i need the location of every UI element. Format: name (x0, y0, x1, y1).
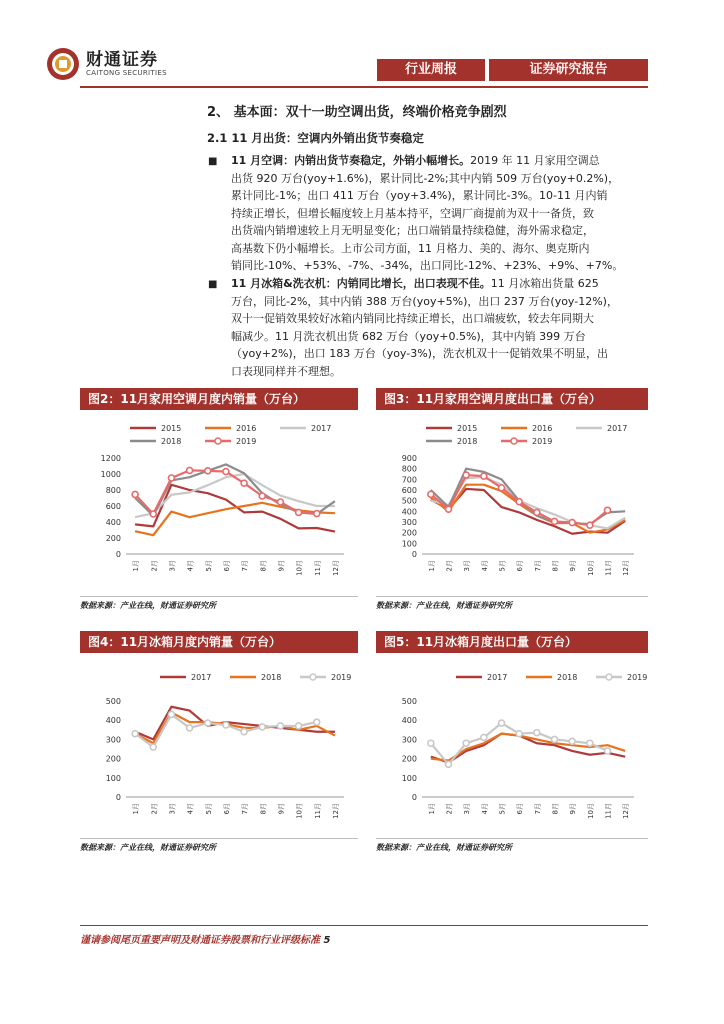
paragraph-fridge-washer (231, 275, 648, 380)
y-tick-label: 300 (401, 735, 417, 745)
y-tick-label: 600 (105, 502, 121, 511)
data-point-2019 (499, 485, 505, 491)
section-title: 2、 基本面：双十一助空调出货，终端价格竞争剧烈 (207, 105, 507, 120)
data-point-2019 (132, 491, 138, 497)
figure-5-title: 图5：11月冰箱月度出口量（万台） (376, 631, 648, 653)
x-tick-label: 7月 (533, 560, 542, 572)
y-tick-label: 400 (401, 716, 417, 726)
x-tick-label: 1月 (427, 803, 436, 815)
legend-marker-2019 (215, 438, 221, 444)
legend-label-2015: 2015 (457, 424, 478, 433)
x-tick-label: 12月 (331, 803, 340, 819)
x-tick-label: 3月 (168, 803, 177, 815)
x-tick-label: 1月 (427, 560, 436, 572)
y-tick-label: 800 (105, 486, 121, 495)
x-tick-label: 3月 (463, 560, 472, 572)
page-number: 5 (323, 935, 331, 946)
y-tick-label: 400 (105, 518, 121, 527)
y-tick-label: 1000 (100, 470, 121, 479)
data-point-2019 (150, 511, 156, 517)
data-point-2019 (516, 499, 522, 505)
x-tick-label: 12月 (331, 560, 340, 576)
y-tick-label: 1200 (100, 454, 121, 463)
x-tick-label: 11月 (604, 560, 613, 576)
y-tick-label: 100 (105, 773, 121, 783)
data-point-2019 (481, 473, 487, 479)
paragraph-line: 累计同比-1%；出口 411 万台（yoy+3.4%)，累计同比-3%。10-11 月内销 (231, 189, 608, 202)
bullet-icon: ■ (208, 279, 218, 290)
figure-3-source: 数据来源：产业在线，财通证券研究所 (376, 601, 512, 610)
paragraph-line: 幅减少。11 月洗衣机出货 682 万台（yoy+0.5%)，其中内销 399 万台 (231, 329, 586, 343)
data-point-2019 (534, 730, 540, 736)
paragraph-line: 万台，同比-2%，其中内销 388 万台(yoy+5%)，出口 237 万台(yoy-12%)， (231, 294, 618, 308)
y-tick-label: 100 (401, 773, 417, 783)
data-point-2019 (534, 509, 540, 515)
logo-chinese-name: 财通证券 (86, 50, 158, 70)
paragraph-line: 销同比-10%、+53%、-7%、-34%，出口同比-12%、+23%、+9%、+7%。 (231, 259, 624, 272)
x-tick-label: 2月 (445, 560, 454, 572)
data-point-2019 (150, 744, 156, 750)
y-tick-label: 100 (401, 539, 417, 549)
x-tick-label: 1月 (132, 560, 141, 572)
x-tick-label: 9月 (277, 803, 286, 815)
x-tick-label: 7月 (533, 803, 542, 815)
legend-marker-2019 (310, 674, 316, 680)
legend-label-2016: 2016 (532, 424, 553, 433)
x-tick-label: 4月 (480, 560, 489, 572)
data-point-2019 (569, 520, 575, 526)
y-tick-label: 600 (401, 486, 417, 495)
subsection-title: 2.1 11 月出货：空调内外销出货节奏稳定 (207, 131, 424, 145)
legend-label-2018: 2018 (261, 673, 282, 682)
y-tick-label: 900 (401, 454, 417, 463)
source-divider (376, 596, 648, 597)
bullet-icon: ■ (208, 156, 218, 167)
chart-fridge-domestic (80, 655, 358, 835)
legend-label-2016: 2016 (236, 424, 257, 433)
data-point-2019 (552, 518, 558, 524)
data-point-2019 (168, 475, 174, 481)
paragraph-line: 出货 920 万台(yoy+1.6%)，累计同比-2%;其中内销 509 万台(yoy+0.2%)， (231, 171, 620, 185)
header-divider (80, 86, 648, 88)
x-tick-label: 3月 (168, 560, 177, 572)
data-point-2019 (499, 720, 505, 726)
y-tick-label: 500 (401, 496, 417, 506)
y-tick-label: 800 (401, 464, 417, 474)
x-tick-label: 8月 (259, 560, 268, 572)
caitong-logo-icon (46, 47, 80, 81)
legend-marker-2019 (511, 438, 517, 444)
y-tick-label: 0 (115, 793, 121, 802)
x-tick-label: 9月 (569, 560, 578, 572)
data-point-2019 (187, 725, 193, 731)
data-point-2019 (223, 722, 229, 728)
legend-label-2019: 2019 (627, 673, 648, 682)
data-point-2019 (259, 493, 265, 499)
data-point-2019 (569, 738, 575, 744)
y-tick-label: 0 (411, 793, 417, 802)
data-point-2019 (314, 511, 320, 517)
x-tick-label: 11月 (604, 803, 613, 819)
y-tick-label: 200 (401, 528, 417, 538)
x-tick-label: 1月 (132, 803, 141, 815)
footer-disclaimer (80, 931, 330, 946)
data-point-2019 (552, 736, 558, 742)
data-point-2019 (446, 506, 452, 512)
x-tick-label: 4月 (186, 560, 195, 572)
x-tick-label: 6月 (222, 803, 231, 815)
y-tick-label: 400 (401, 507, 417, 517)
data-point-2019 (314, 719, 320, 725)
x-tick-label: 10月 (295, 803, 304, 819)
paragraph-line: 出货端内销增速较上月无明显变化；出口端销量持续稳健，海外需求稳定， (231, 224, 594, 237)
x-tick-label: 10月 (586, 560, 595, 576)
paragraph-line: 双十一促销效果较好冰箱内销同比持续正增长，出口端疲软，较去年同期大 (231, 312, 594, 325)
data-point-2019 (605, 748, 611, 754)
x-tick-label: 2月 (150, 803, 159, 815)
legend-label-2015: 2015 (161, 424, 182, 433)
paragraph-line: 持续正增长，但增长幅度较上月基本持平，空调厂商提前为双十一备货，致 (231, 206, 594, 220)
series-line-2019 (431, 723, 608, 764)
footer-text: 谨请参阅尾页重要声明及财通证券股票和行业评级标准 (80, 935, 320, 946)
data-point-2019 (296, 723, 302, 729)
x-tick-label: 7月 (241, 560, 250, 572)
x-tick-label: 2月 (150, 560, 159, 572)
x-tick-label: 2月 (445, 803, 454, 815)
y-tick-label: 200 (401, 754, 417, 764)
y-tick-label: 0 (411, 550, 417, 559)
legend-marker-2019 (606, 674, 612, 680)
data-point-2019 (516, 731, 522, 737)
legend-label-2018: 2018 (161, 437, 182, 446)
y-tick-label: 700 (401, 475, 417, 485)
data-point-2019 (463, 472, 469, 478)
legend-label-2017: 2017 (487, 673, 508, 682)
x-tick-label: 5月 (204, 803, 213, 815)
x-tick-label: 12月 (622, 803, 631, 819)
data-point-2019 (259, 724, 265, 730)
data-point-2019 (481, 734, 487, 740)
data-point-2019 (205, 468, 211, 474)
x-tick-label: 3月 (463, 803, 472, 815)
data-point-2019 (463, 740, 469, 746)
x-tick-label: 11月 (313, 560, 322, 576)
x-tick-label: 5月 (498, 803, 507, 815)
x-tick-label: 5月 (204, 560, 213, 572)
x-tick-label: 9月 (277, 560, 286, 572)
legend-label-2018: 2018 (457, 437, 478, 446)
x-tick-label: 4月 (186, 803, 195, 815)
paragraph-line: 口表现同样并不理想。 (231, 364, 341, 378)
figure-5-source: 数据来源：产业在线，财通证券研究所 (376, 843, 512, 852)
y-tick-label: 400 (105, 716, 121, 726)
y-tick-label: 500 (401, 697, 417, 706)
paragraph-lead: 11 月冰箱&洗衣机：内销同比增长，出口表现不佳。 (231, 277, 491, 290)
x-tick-label: 7月 (241, 803, 250, 815)
paragraph-line: 11 月冰箱出货量 625 (490, 277, 599, 290)
x-tick-label: 8月 (551, 560, 560, 572)
x-tick-label: 5月 (498, 560, 507, 572)
x-tick-label: 11月 (313, 803, 322, 819)
legend-label-2019: 2019 (532, 437, 553, 446)
figure-3-title: 图3：11月家用空调月度出口量（万台） (376, 388, 648, 410)
legend-label-2019: 2019 (236, 437, 257, 446)
data-point-2019 (446, 761, 452, 767)
y-tick-label: 300 (105, 735, 121, 745)
y-tick-label: 200 (105, 754, 121, 764)
legend-label-2017: 2017 (311, 424, 332, 433)
footer-divider (80, 925, 648, 926)
source-divider (80, 838, 358, 839)
x-tick-label: 6月 (516, 803, 525, 815)
data-point-2019 (187, 467, 193, 473)
paragraph-line: 2019 年 11 月家用空调总 (470, 154, 600, 167)
legend-label-2017: 2017 (607, 424, 628, 433)
data-point-2019 (277, 723, 283, 729)
chart-fridge-export (376, 655, 648, 835)
header-tag-research: 证券研究报告 (489, 59, 648, 81)
data-point-2019 (587, 740, 593, 746)
paragraph-aircon (231, 152, 648, 275)
x-tick-label: 6月 (222, 560, 231, 572)
figure-4-title: 图4：11月冰箱月度内销量（万台） (80, 631, 358, 653)
data-point-2019 (428, 740, 434, 746)
legend-label-2019: 2019 (331, 673, 352, 682)
paragraph-line: （yoy+2%)，出口 183 万台（yoy-3%)，洗衣机双十一促销效果不明显，出 (231, 347, 608, 360)
x-tick-label: 10月 (295, 560, 304, 576)
y-tick-label: 200 (105, 534, 121, 543)
x-tick-label: 8月 (259, 803, 268, 815)
data-point-2019 (605, 507, 611, 513)
company-logo (46, 47, 167, 81)
x-tick-label: 8月 (551, 803, 560, 815)
data-point-2019 (428, 491, 434, 497)
data-point-2019 (223, 469, 229, 475)
figure-2-source: 数据来源：产业在线，财通证券研究所 (80, 601, 216, 610)
data-point-2019 (277, 499, 283, 505)
paragraph-lead: 11 月空调：内销出货节奏稳定，外销小幅增长。 (231, 154, 471, 167)
logo-english-name: CAITONG SECURITIES (86, 69, 167, 77)
x-tick-label: 6月 (516, 560, 525, 572)
series-line-2016 (135, 503, 335, 535)
legend-label-2018: 2018 (557, 673, 578, 682)
paragraph-line: 高基数下仍小幅增长。上市公司方面，11 月格力、美的、海尔、奥克斯内 (231, 241, 590, 255)
y-tick-label: 500 (105, 697, 121, 706)
header-tag-weekly: 行业周报 (377, 59, 485, 81)
x-tick-label: 4月 (480, 803, 489, 815)
chart-aircon-export (376, 412, 648, 592)
series-line-2019 (135, 714, 317, 747)
data-point-2019 (168, 711, 174, 717)
data-point-2019 (296, 509, 302, 515)
x-tick-label: 12月 (622, 560, 631, 576)
source-divider (80, 596, 358, 597)
x-tick-label: 9月 (569, 803, 578, 815)
data-point-2019 (587, 522, 593, 528)
chart-aircon-domestic (80, 412, 358, 592)
data-point-2019 (132, 731, 138, 737)
data-point-2019 (241, 480, 247, 486)
figure-4-source: 数据来源：产业在线，财通证券研究所 (80, 843, 216, 852)
legend-label-2017: 2017 (191, 673, 212, 682)
source-divider (376, 838, 648, 839)
y-tick-label: 300 (401, 518, 417, 527)
data-point-2019 (205, 720, 211, 726)
figure-2-title: 图2：11月家用空调月度内销量（万台） (80, 388, 358, 410)
x-tick-label: 10月 (586, 803, 595, 819)
data-point-2019 (241, 729, 247, 735)
y-tick-label: 0 (115, 550, 121, 559)
